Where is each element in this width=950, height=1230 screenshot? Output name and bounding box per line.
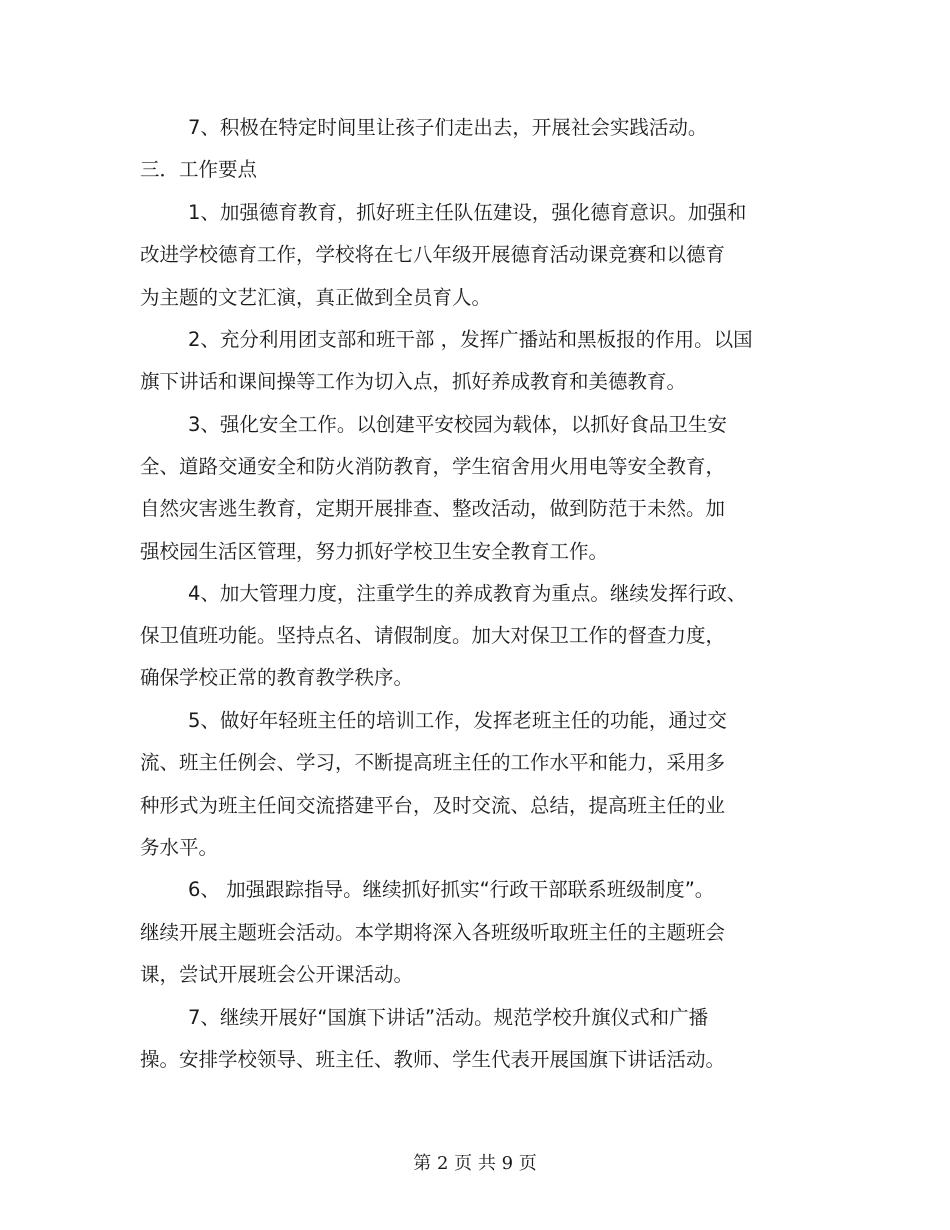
paragraph-line: 3、强化安全工作。以创建平安校园为载体，以抓好食品卫生安	[188, 413, 727, 436]
paragraph-line: 保卫值班功能。坚持点名、请假制度。加大对保卫工作的督查力度，	[140, 624, 726, 647]
paragraph-line: 1、加强德育教育，抓好班主任队伍建设，强化德育意识。加强和	[188, 201, 747, 224]
paragraph-line: 7、积极在特定时间里让孩子们走出去，开展社会实践活动。	[188, 116, 708, 139]
paragraph-line: 6、 加强跟踪指导。继续抓好抓实“行政干部联系班级制度”。	[188, 878, 715, 901]
paragraph-line: 强校园生活区管理，努力抓好学校卫生安全教育工作。	[140, 540, 609, 563]
paragraph-line: 种形式为班主任间交流搭建平台，及时交流、总结，提高班主任的业	[140, 794, 726, 817]
paragraph-line: 7、继续开展好“国旗下讲话”活动。规范学校升旗仪式和广播	[188, 1006, 709, 1029]
page-number-footer: 第 2 页 共 9 页	[413, 1153, 537, 1174]
paragraph-line: 全、道路交通安全和防火消防教育，学生宿舍用火用电等安全教育，	[140, 455, 726, 478]
section-heading: 三．工作要点	[140, 158, 258, 181]
paragraph-line: 继续开展主题班会活动。本学期将深入各班级听取班主任的主题班会	[140, 921, 726, 944]
paragraph-line: 5、做好年轻班主任的培训工作，发挥老班主任的功能，通过交	[188, 709, 727, 732]
paragraph-line: 为主题的文艺汇演，真正做到全员育人。	[140, 286, 492, 309]
paragraph-line: 课，尝试开展班会公开课活动。	[140, 963, 414, 986]
paragraph-line: 4、加大管理力度，注重学生的养成教育为重点。继续发挥行政、	[188, 582, 747, 605]
paragraph-line: 2、充分利用团支部和班干部 ，发挥广播站和黑板报的作用。以国	[188, 328, 753, 351]
paragraph-line: 确保学校正常的教育教学秩序。	[140, 666, 414, 689]
paragraph-line: 旗下讲话和课间操等工作为切入点，抓好养成教育和美德教育。	[140, 370, 687, 393]
paragraph-line: 务水平。	[140, 836, 219, 859]
paragraph-line: 改进学校德育工作，学校将在七八年级开展德育活动课竞赛和以德育	[140, 243, 726, 266]
paragraph-line: 流、班主任例会、学习，不断提高班主任的工作水平和能力，采用多	[140, 751, 726, 774]
paragraph-line: 操。安排学校领导、班主任、教师、学生代表开展国旗下讲话活动。	[140, 1048, 726, 1071]
paragraph-line: 自然灾害逃生教育，定期开展排查、整改活动，做到防范于未然。加	[140, 497, 726, 520]
